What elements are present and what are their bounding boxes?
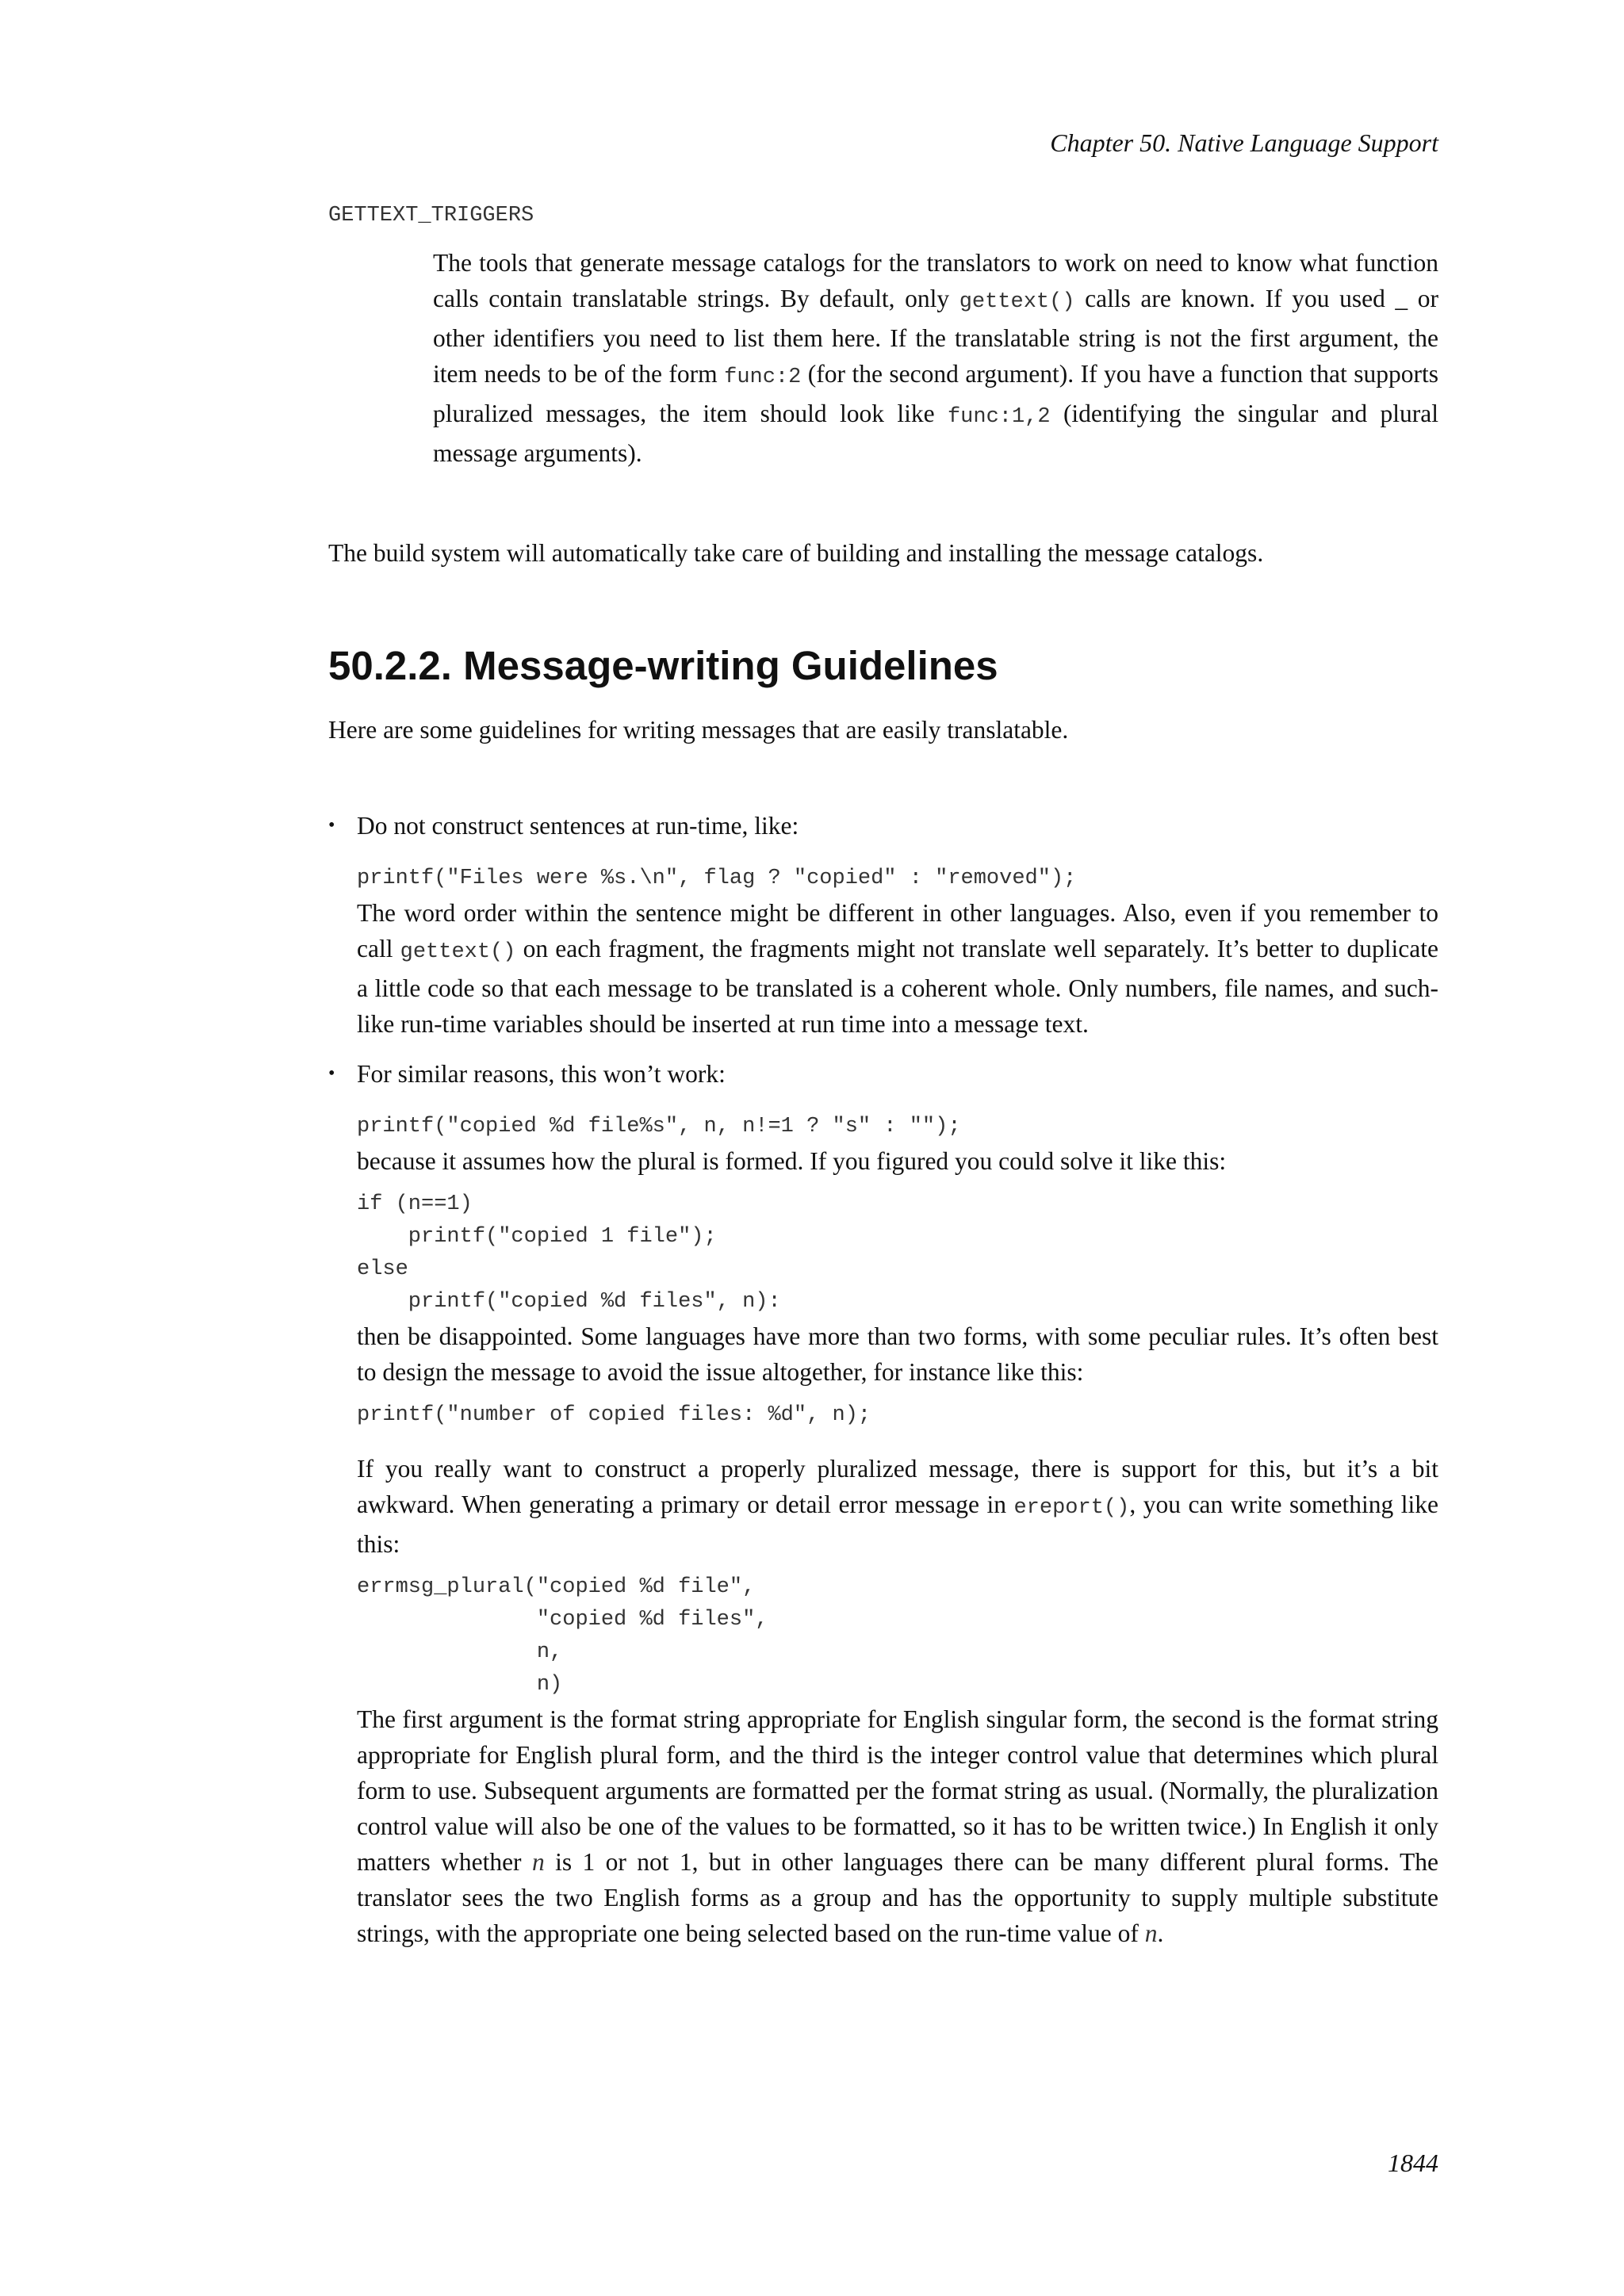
list-item-lead: Do not construct sentences at run-time, like: — [357, 812, 799, 840]
text-run: , you can write something like this: — [357, 1490, 1438, 1558]
inline-code: gettext() — [400, 940, 516, 964]
definition-text: (for the second argument). If you have a function that supports pluralized messages, the item should look like — [433, 360, 1438, 427]
section-intro: Here are some guidelines for writing messages that are easily translatable. — [328, 716, 1069, 744]
guidelines-list — [328, 808, 1438, 1951]
page-number: 1844 — [1388, 2149, 1438, 2177]
list-item-text — [357, 895, 1438, 1042]
list-item-text: because it assumes how the plural is formed. If you figured you could solve it like this: — [357, 1147, 1227, 1175]
variable-term: GETTEXT_TRIGGERS — [328, 204, 534, 228]
section-heading: 50.2.2. Message-writing Guidelines — [328, 643, 998, 688]
variable-n: n — [1144, 1919, 1158, 1947]
code-block: errmsg_plural("copied %d file", "copied %d files", n, n) — [357, 1575, 768, 1697]
list-item-text — [357, 1451, 1438, 1562]
inline-code: gettext() — [959, 290, 1075, 314]
definition-text: (identifying the singular and plural message arguments). — [433, 400, 1438, 467]
code-block: printf("Files were %s.\n", flag ? "copied" : "removed"); — [357, 867, 1077, 890]
list-item — [328, 808, 1438, 1042]
text-run: The word order within the sentence might be different in other languages. Also, even if you remember to call — [357, 899, 1438, 962]
bullet-icon: • — [328, 1063, 335, 1084]
code-block: printf("copied %d file%s", n, n!=1 ? "s" : ""); — [357, 1115, 961, 1138]
definition-text: The tools that generate message catalogs for the translators to work on need to know what function calls contain translatable strings. By default, only — [433, 249, 1438, 312]
running-header: Chapter 50. Native Language Support — [1050, 128, 1438, 157]
inline-code: func:2 — [724, 365, 802, 389]
build-paragraph: The build system will automatically take care of building and installing the message catalogs. — [328, 539, 1264, 567]
list-item-lead: For similar reasons, this won’t work: — [357, 1060, 726, 1088]
inline-code: func:1,2 — [947, 405, 1051, 429]
variable-definition — [433, 245, 1438, 471]
variable-n: n — [531, 1848, 545, 1876]
list-item-text — [357, 1701, 1438, 1951]
text-run: on each fragment, the fragments might not translate well separately. It’s better to duplicate a little code so that each message to be translated is a coherent whole. Only numbers, file names, and such-like run-time variables should be inserted at run time into a message text. — [357, 935, 1439, 1038]
list-item — [328, 1056, 1438, 1951]
list-item-text: then be disappointed. Some languages have more than two forms, with some peculiar rules. It’s often best to design the message to avoid the issue altogether, for instance like this: — [357, 1322, 1438, 1386]
definition-text: calls are known. If you used _ or other identifiers you need to list them here. If the translatable string is not the first argument, the item needs to be of the form — [433, 285, 1438, 388]
text-run: . — [1157, 1919, 1164, 1947]
code-block: if (n==1) printf("copied 1 file"); else printf("copied %d files", n): — [357, 1192, 781, 1314]
bullet-icon: • — [328, 815, 335, 836]
text-run: The first argument is the format string appropriate for English singular form, the second is the format string appropriate for English plural form, and the third is the integer control value that determines which plural form to use. Subsequent arguments are formatted per the format string as usual. (Normally, the pluralization control value will also be one of the values to be formatted, so it has to be written twice.) In English it only matters whether — [357, 1705, 1438, 1876]
inline-code: ereport() — [1013, 1496, 1130, 1520]
text-run: is 1 or not 1, but in other languages there can be many different plural forms. The translator sees the two English forms as a group and has the opportunity to supply multiple substitute strings, with the appropriate one being selected based on the run-time value of — [357, 1848, 1438, 1947]
code-block: printf("number of copied files: %d", n); — [357, 1403, 871, 1427]
text-run: If you really want to construct a properly pluralized message, there is support for this, but it’s a bit awkward. When generating a primary or detail error message in — [357, 1455, 1438, 1518]
